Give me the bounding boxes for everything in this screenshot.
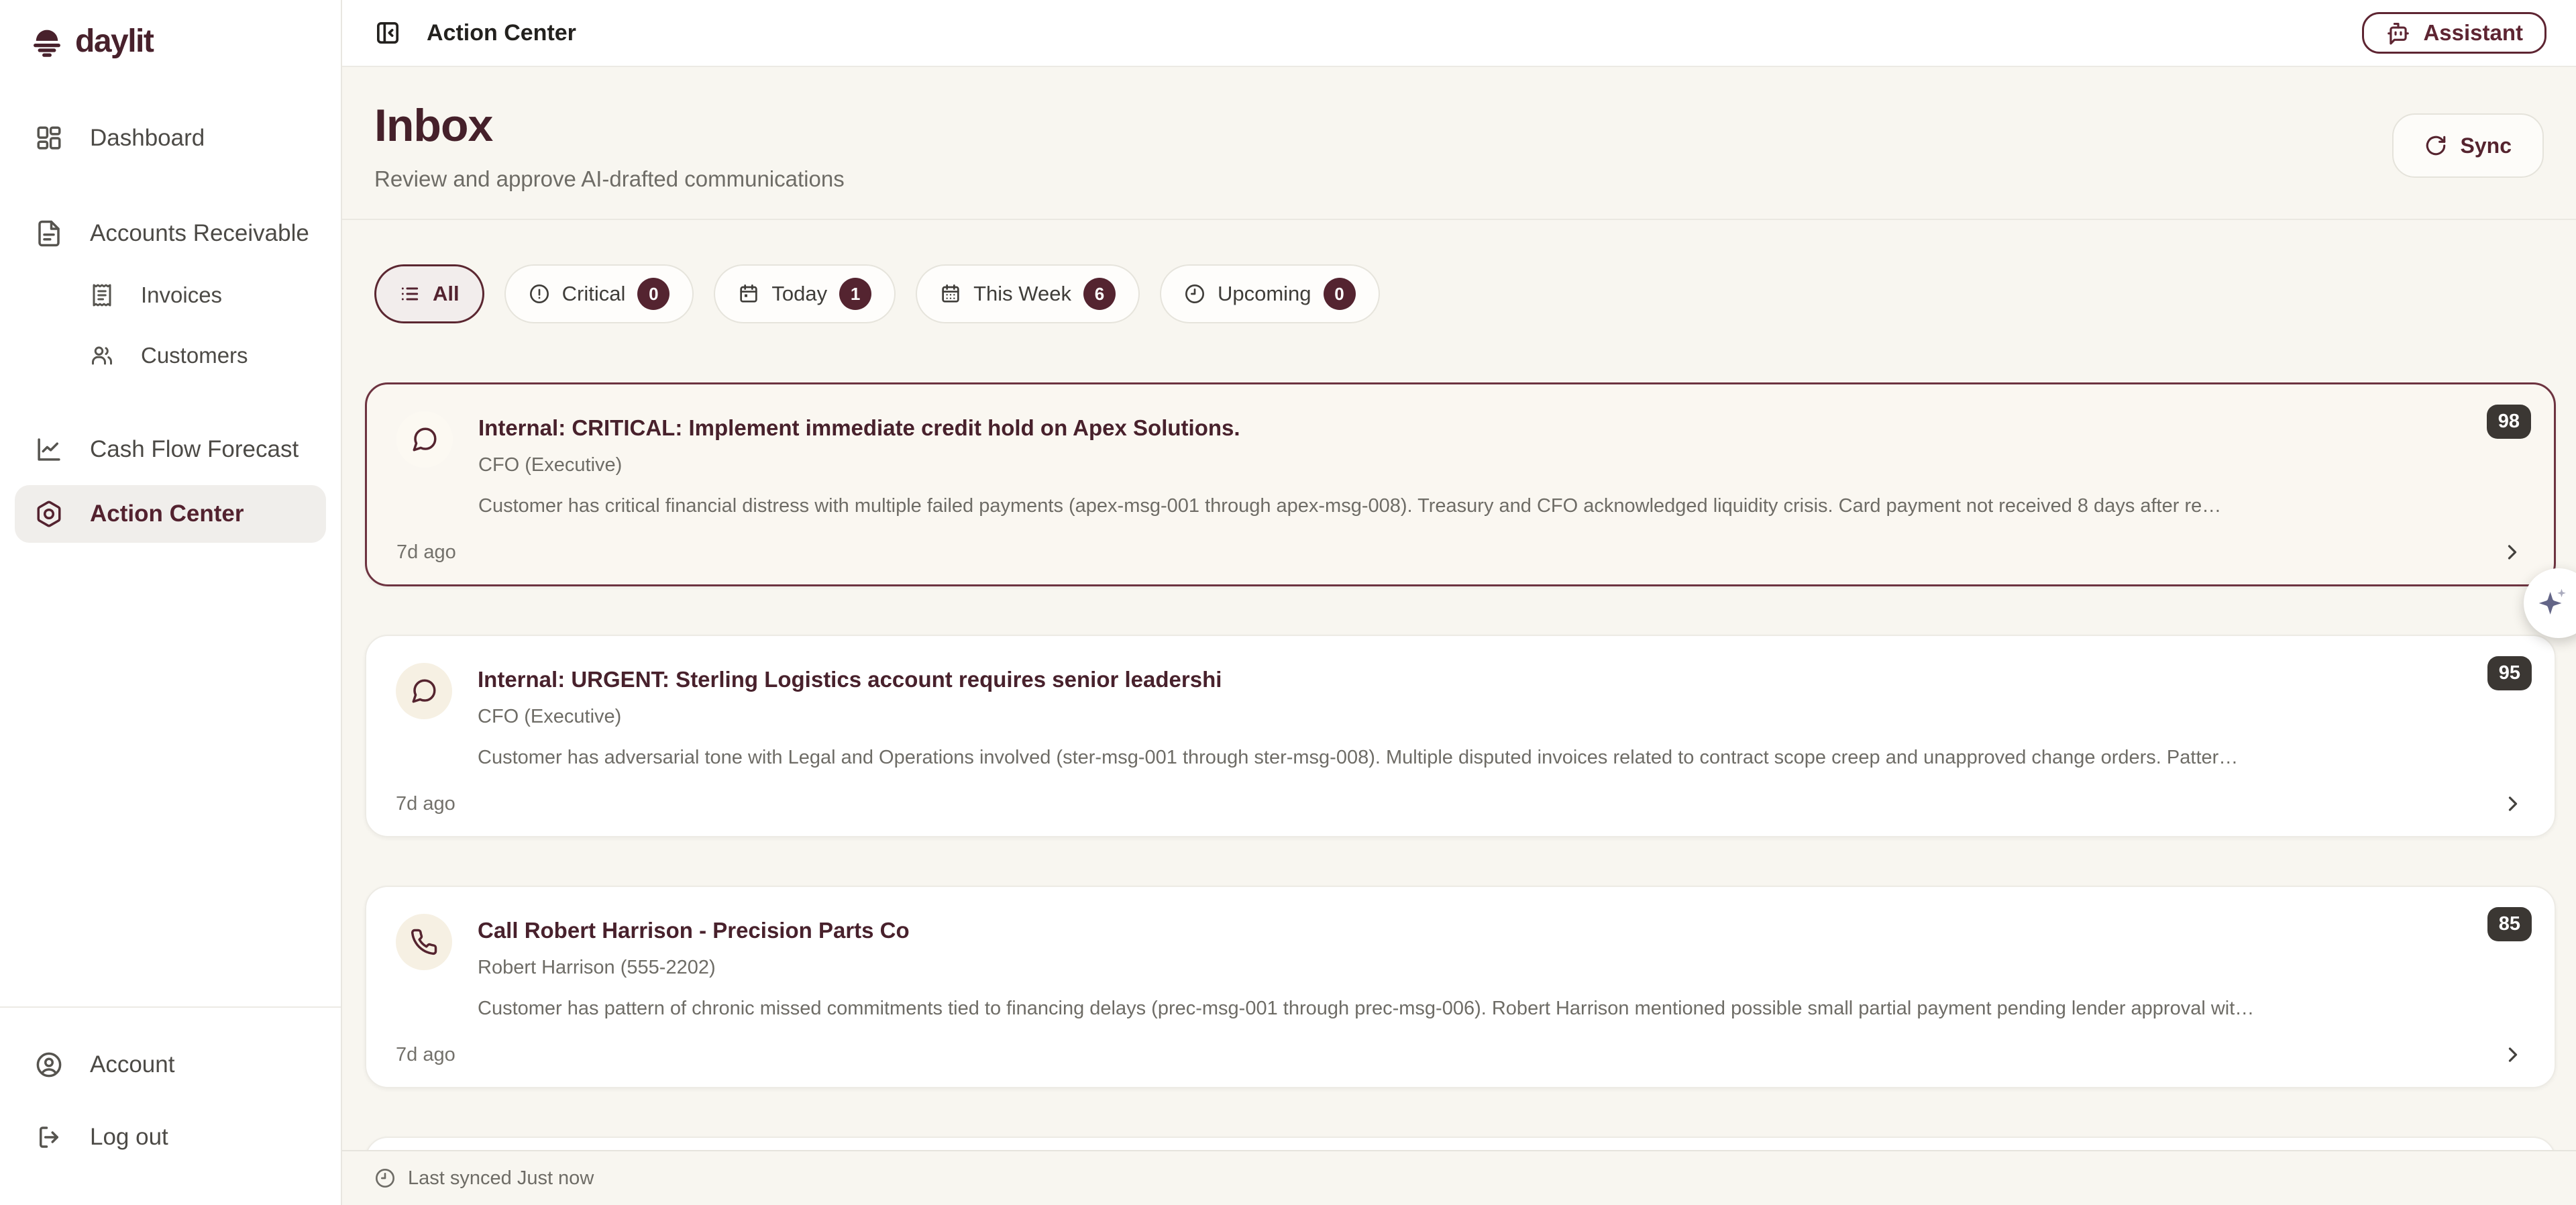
status-bar-text: Last synced Just now xyxy=(408,1167,594,1189)
inbox-card-summary: Customer has pattern of chronic missed commitments tied to financing delays (prec-msg-001 through prec-msg-006). Robert Harrison mentioned possible small partial payment pending lender approval wit… xyxy=(478,998,2255,1019)
sidebar-footer xyxy=(0,1006,341,1205)
chart-line-icon xyxy=(35,435,63,464)
filter-chip-critical[interactable] xyxy=(504,264,694,323)
bot-icon xyxy=(2385,20,2411,46)
list-icon xyxy=(399,283,421,305)
calendar-icon xyxy=(738,283,759,305)
calendar-days-icon xyxy=(940,283,961,305)
refresh-icon xyxy=(2424,134,2447,157)
sync-button-label: Sync xyxy=(2460,133,2512,158)
dashboard-icon xyxy=(35,124,63,152)
filter-chip-all[interactable] xyxy=(374,264,484,323)
priority-score-badge: 98 xyxy=(2487,405,2531,439)
inbox-card-from: CFO (Executive) xyxy=(478,706,622,727)
inbox-card-title: Call Robert Harrison - Precision Parts Co xyxy=(478,918,910,943)
sidebar-item-action-center[interactable] xyxy=(15,485,326,543)
sidebar xyxy=(0,0,342,1205)
inbox-card-title: Internal: URGENT: Sterling Logistics account requires senior leadershi xyxy=(478,667,1222,692)
priority-score-badge: 95 xyxy=(2487,656,2532,690)
assistant-button-label: Assistant xyxy=(2423,20,2523,45)
page-title: Inbox xyxy=(374,100,493,151)
filter-chip-label: This Week xyxy=(973,282,1071,305)
topbar-title: Action Center xyxy=(427,19,576,46)
topbar xyxy=(342,0,2576,67)
main-area xyxy=(342,0,2576,1205)
inbox-card[interactable] xyxy=(365,886,2556,1088)
filter-chip-label: Upcoming xyxy=(1217,282,1311,305)
sparkles-icon xyxy=(2534,585,2571,621)
filter-count-badge: 6 xyxy=(1083,278,1116,310)
sidebar-item-label: Invoices xyxy=(141,282,223,307)
status-bar xyxy=(342,1150,2576,1205)
priority-score-badge: 85 xyxy=(2487,907,2532,941)
inbox-card-time: 7d ago xyxy=(396,792,455,815)
filter-chip-today[interactable] xyxy=(714,264,896,323)
sidebar-collapse-icon[interactable] xyxy=(374,19,401,46)
filter-chip-label: All xyxy=(433,282,460,305)
sidebar-item-customers[interactable] xyxy=(15,328,326,383)
page-subtitle: Review and approve AI-drafted communications xyxy=(374,166,845,191)
inbox-card-summary: Customer has adversarial tone with Legal and Operations involved (ster-msg-001 through ster-msg-008). Multiple disputed invoices related to contract scope creep and unapproved change orders. Patter… xyxy=(478,747,2239,768)
users-icon xyxy=(90,344,114,368)
content xyxy=(342,67,2576,1205)
brand-name: daylit xyxy=(75,23,154,59)
filter-chip-label: Critical xyxy=(561,282,626,305)
inbox-card-from: CFO (Executive) xyxy=(478,454,623,476)
sidebar-item-label: Dashboard xyxy=(90,125,205,151)
inbox-card[interactable] xyxy=(365,635,2556,837)
filter-count-badge: 0 xyxy=(1324,278,1356,310)
filter-count-badge: 1 xyxy=(839,278,871,310)
filter-chip-upcoming[interactable] xyxy=(1160,264,1380,323)
inbox-card[interactable] xyxy=(365,382,2556,586)
clock-icon xyxy=(1184,283,1205,305)
clock-icon xyxy=(374,1167,396,1189)
document-icon xyxy=(35,219,63,248)
sidebar-item-label: Action Center xyxy=(90,501,244,527)
sidebar-item-label: Customers xyxy=(141,343,248,368)
alert-circle-icon xyxy=(529,283,550,305)
sync-button[interactable] xyxy=(2392,113,2544,178)
sidebar-item-accounts-receivable[interactable] xyxy=(15,205,326,262)
inbox-card-time: 7d ago xyxy=(396,541,456,563)
chevron-right-icon[interactable] xyxy=(2501,1043,2525,1067)
filter-chip-label: Today xyxy=(771,282,828,305)
receipt-icon xyxy=(90,283,114,307)
filter-count-badge: 0 xyxy=(637,278,669,310)
sidebar-nav xyxy=(0,109,341,543)
user-circle-icon xyxy=(35,1051,63,1079)
brand-logo xyxy=(0,0,341,60)
inbox-card-title: Internal: CRITICAL: Implement immediate credit hold on Apex Solutions. xyxy=(478,415,1240,440)
sidebar-item-label: Log out xyxy=(90,1124,168,1150)
sidebar-item-dashboard[interactable] xyxy=(15,109,326,167)
chevron-right-icon[interactable] xyxy=(2500,540,2524,564)
sidebar-item-invoices[interactable] xyxy=(15,268,326,323)
filter-chip-this-week[interactable] xyxy=(916,264,1140,323)
inbox-card-from: Robert Harrison (555-2202) xyxy=(478,957,716,978)
sidebar-item-account[interactable] xyxy=(15,1036,326,1094)
inbox-card[interactable] xyxy=(365,1137,2556,1150)
inbox-list xyxy=(342,382,2576,1150)
page-header xyxy=(342,67,2576,220)
filter-chips xyxy=(342,220,2576,382)
message-circle-icon xyxy=(396,663,452,719)
sidebar-item-label: Account xyxy=(90,1051,175,1078)
sidebar-item-cash-flow-forecast[interactable] xyxy=(15,421,326,478)
daylit-sunset-icon xyxy=(30,24,64,59)
sidebar-item-label: Cash Flow Forecast xyxy=(90,436,299,462)
inbox-card-time: 7d ago xyxy=(396,1043,455,1065)
sidebar-item-label: Accounts Receivable xyxy=(90,220,309,246)
assistant-button[interactable] xyxy=(2362,12,2546,54)
phone-icon xyxy=(396,914,452,970)
message-circle-icon xyxy=(396,411,453,468)
log-out-icon xyxy=(35,1123,63,1151)
inbox-card-summary: Customer has critical financial distress with multiple failed payments (apex-msg-001 through apex-msg-008). Treasury and CFO acknowledged liquidity crisis. Card payment not received 8 days after re… xyxy=(478,495,2222,517)
chevron-right-icon[interactable] xyxy=(2501,792,2525,816)
sidebar-item-logout[interactable] xyxy=(15,1108,326,1166)
hexagon-target-icon xyxy=(35,500,63,528)
